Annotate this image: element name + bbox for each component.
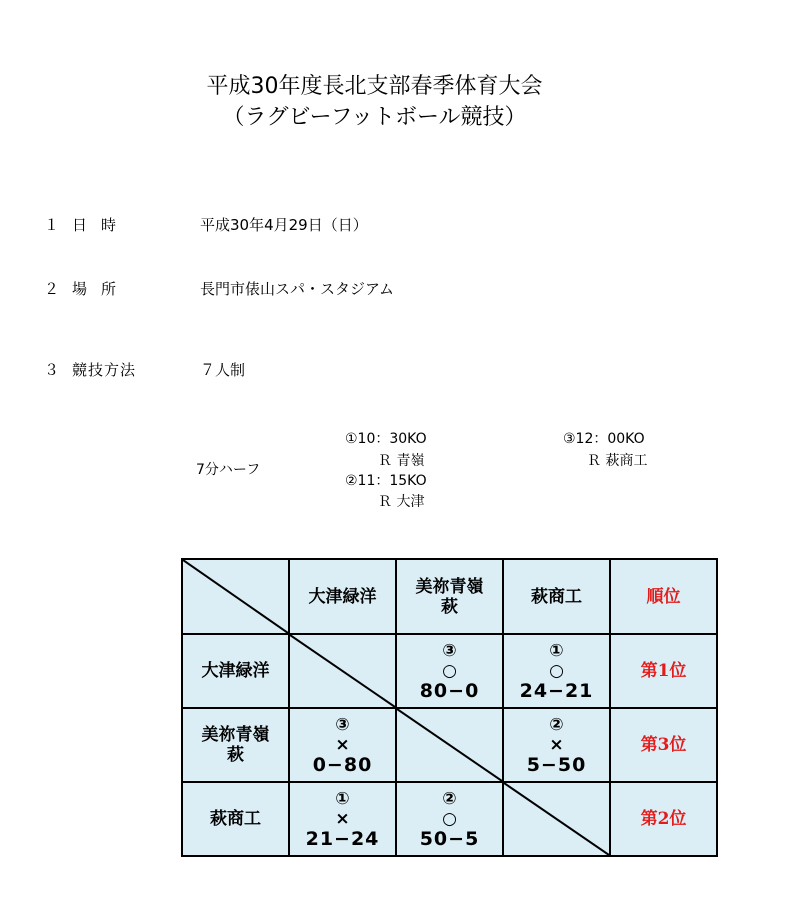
score: 24−21: [519, 680, 594, 702]
diagonal-line: [290, 635, 395, 707]
score: 5−50: [526, 754, 587, 776]
table-row: [182, 634, 717, 708]
score: 21−24: [305, 828, 380, 850]
result-cell: [503, 708, 610, 782]
result-cell: [503, 634, 610, 708]
result-mark: ×: [549, 735, 564, 755]
match-number: ③: [335, 715, 350, 735]
diagonal-line: [183, 560, 288, 633]
row-team: 大津緑洋: [182, 634, 289, 708]
header-row: [182, 559, 717, 634]
rank-cell: 第1位: [610, 634, 717, 708]
row-team: 萩商工: [182, 782, 289, 856]
page-title: 平成30年度長北支部春季体育大会: [206, 74, 543, 99]
diagonal-line: [504, 783, 609, 855]
self-cell: [396, 708, 503, 782]
item-label: 競技方法: [72, 361, 137, 379]
result-mark: ○: [442, 809, 457, 829]
result-mark: ×: [335, 735, 350, 755]
match-3-time: ③12：00KO: [563, 431, 645, 447]
item-label: 日時: [72, 216, 131, 234]
result-mark: ○: [442, 661, 457, 681]
diagonal-line: [397, 709, 502, 781]
match-number: ①: [335, 789, 350, 809]
match-number: ②: [442, 789, 457, 809]
match-2-referee: Ｒ 大津: [378, 494, 425, 510]
item-number: １: [44, 216, 60, 234]
match-3-referee: Ｒ 萩商工: [587, 453, 648, 469]
match-format: 7分ハーフ: [196, 462, 261, 478]
results-table: [181, 558, 718, 857]
item-value: 長門市俵山スパ・スタジアム: [200, 280, 394, 298]
self-cell: [503, 782, 610, 856]
score: 0−80: [312, 754, 373, 776]
page-subtitle: （ラグビーフットボール競技）: [222, 105, 527, 130]
team-name-line: 萩: [441, 596, 458, 617]
corner-cell: [182, 559, 289, 634]
team-name-line: 萩: [227, 745, 244, 765]
result-mark: ○: [549, 661, 564, 681]
item-value: ７人制: [200, 361, 246, 379]
header-team: [396, 559, 503, 634]
row-team: [182, 708, 289, 782]
item-number: ２: [44, 280, 60, 298]
item-label: 場所: [72, 280, 131, 298]
result-mark: ×: [335, 809, 350, 829]
result-cell: [289, 708, 396, 782]
table-row: [182, 782, 717, 856]
header-team: 萩商工: [503, 559, 610, 634]
rank-cell: 第3位: [610, 708, 717, 782]
match-number: ①: [549, 641, 564, 661]
match-1-time: ①10：30KO: [345, 431, 427, 447]
rank-cell: 第2位: [610, 782, 717, 856]
item-number: ３: [44, 361, 60, 379]
item-value: 平成30年4月29日（日）: [200, 216, 368, 234]
team-name-line: 美祢青嶺: [415, 576, 484, 597]
match-number: ②: [549, 715, 564, 735]
header-team: 大津緑洋: [289, 559, 396, 634]
match-1-referee: Ｒ 青嶺: [378, 453, 425, 469]
table-row: [182, 708, 717, 782]
result-cell: [396, 782, 503, 856]
score: 50−5: [419, 828, 480, 850]
header-rank: 順位: [610, 559, 717, 634]
team-name-line: 美祢青嶺: [201, 725, 270, 745]
match-number: ③: [442, 641, 457, 661]
self-cell: [289, 634, 396, 708]
score: 80−0: [419, 680, 480, 702]
result-cell: [289, 782, 396, 856]
match-2-time: ②11：15KO: [345, 473, 427, 489]
result-cell: [396, 634, 503, 708]
